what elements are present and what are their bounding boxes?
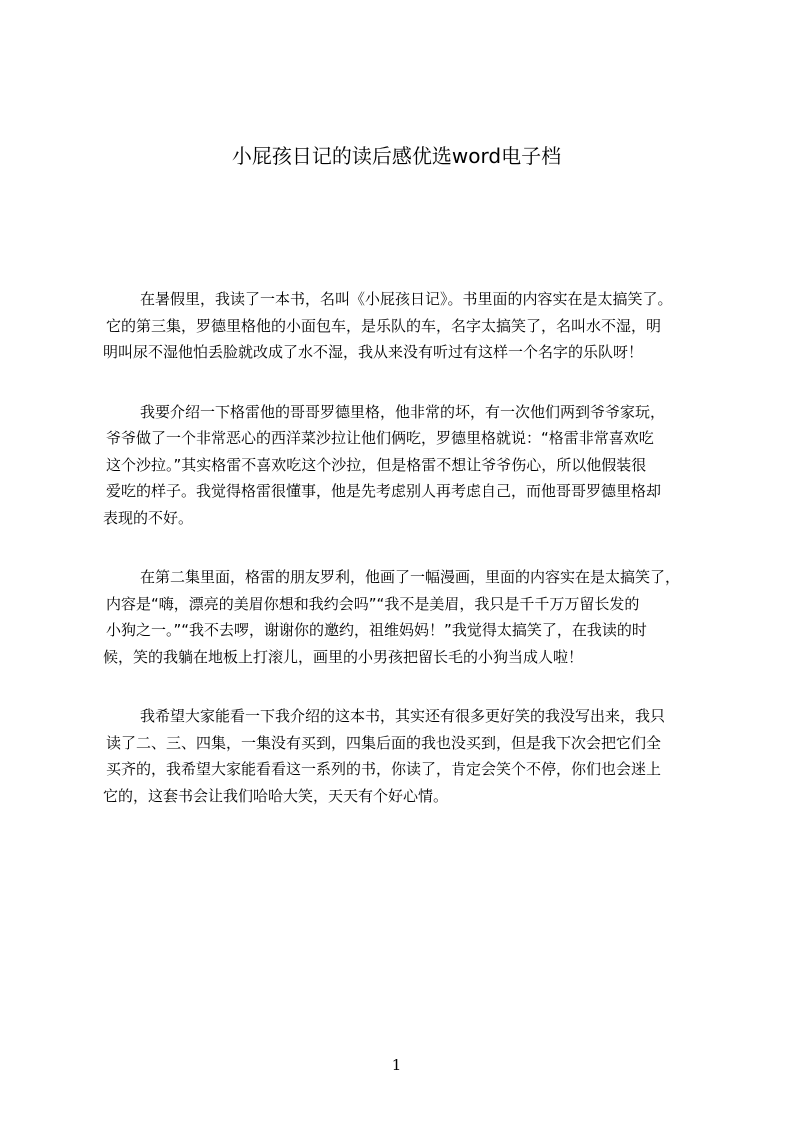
text-line: 表现的不好。 — [103, 508, 194, 527]
text-line: 在暑假里，我读了一本书，名叫《小屁孩日记》。书里面的内容实在是太搞笑了。 — [140, 290, 673, 308]
text-line: 读了二、三、四集，一集没有买到，四集后面的我也没买到，但是我下次会把它们全 — [106, 733, 662, 752]
text-line: 小狗之一。”“我不去啰，谢谢你的邀约，祖维妈妈！”我觉得太搞笑了，在我读的时 — [106, 621, 647, 639]
text-line: 我要介绍一下格雷他的哥哥罗德里格，他非常的坏，有一次他们两到爷爷家玩， — [140, 402, 666, 421]
page-number: 1 — [391, 1056, 402, 1074]
paragraph-1 — [103, 286, 703, 366]
text-line: 它的第三集，罗德里格他的小面包车，是乐队的车，名字太搞笑了，名叫水不湿，明 — [106, 316, 662, 335]
paragraph-4 — [103, 703, 703, 809]
text-line: 爷爷做了一个非常恶心的西洋菜沙拉让他们俩吃，罗德里格就说：“格雷非常喜欢吃 — [106, 429, 654, 447]
text-line: 它的，这套书会让我们哈哈大笑，天天有个好心情。 — [103, 786, 449, 805]
text-line: 明叫尿不湿他怕丢脸就改成了水不湿，我从来没有听过有这样一个名字的乐队呀！ — [103, 343, 644, 361]
text-line: 买齐的，我希望大家能看看这一系列的书，你读了，肯定会笑个不停，你们也会迷上 — [106, 760, 662, 778]
page-title: 小屁孩日记的读后感优选word电子档 — [231, 144, 562, 168]
text-line: 内容是“嗨，漂亮的美眉你想和我约会吗”“我不是美眉，我只是千千万万留长发的 — [106, 594, 640, 613]
text-line: 在第二集里面，格雷的朋友罗利，他画了一幅漫画，里面的内容实在是太搞笑了， — [140, 568, 681, 586]
text-line: 这个沙拉。”其实格雷不喜欢吃这个沙拉，但是格雷不想让爷爷伤心，所以他假装很 — [106, 455, 647, 474]
text-line: 爱吃的样子。我觉得格雷很懂事，他是先考虑别人再考虑自己，而他哥哥罗德里格却 — [106, 482, 662, 500]
text-line: 候，笑的我躺在地板上打滚儿，画里的小男孩把留长毛的小狗当成人啦！ — [103, 647, 584, 666]
paragraph-3 — [103, 564, 703, 670]
paragraph-2 — [103, 399, 703, 532]
text-line: 我希望大家能看一下我介绍的这本书，其实还有很多更好笑的我没写出来，我只 — [140, 707, 666, 725]
document-body — [103, 286, 703, 842]
